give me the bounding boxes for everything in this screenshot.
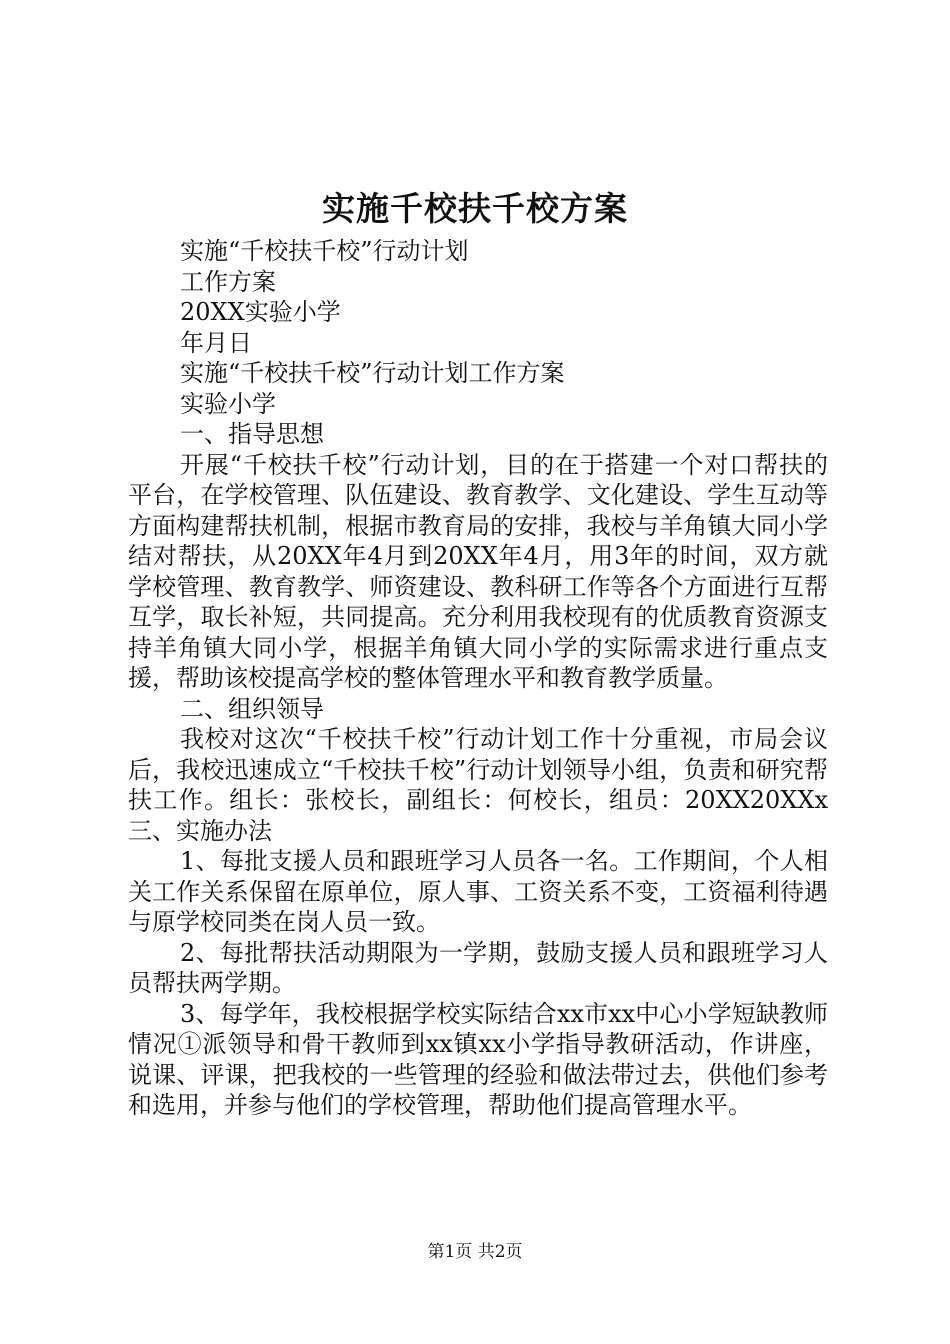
document-title: 实施千校扶千校方案 (322, 189, 628, 228)
page-footer: 第1页 共2页 (427, 1242, 523, 1262)
section-heading-2: 二、组织领导 (180, 694, 324, 723)
document-body (128, 236, 828, 1121)
section-heading-1: 一、指导思想 (180, 420, 324, 448)
header-line: 20XX实验小学 (180, 298, 341, 326)
paragraph-guiding-ideology: 开展“千校扶千校”行动计划，目的在于搭建一个对口帮扶的平台，在学校管理、队伍建设、教育教学、文化建设、学生互动等方面构建帮扶机制，根据市教育局的安排，我校与羊角镇大同小学结对帮扶，从20XX年4月到20XX年4月，用3年的时间，双方就学校管理、教育教学、师资建设、教科研工作等各个方面进行互帮互学，取长补短，共同提高。充分利用我校现有的优质教育资源支持羊角镇大同小学，根据羊角镇大同小学的实际需求进行重点支援，帮助该校提高学校的整体管理水平和教育教学质量。 (128, 450, 828, 692)
paragraph-organization: 我校对这次“千校扶千校”行动计划工作十分重视，市局会议后，我校迅速成立“千校扶千校”行动计划领导小组，负责和研究帮扶工作。组长：张校长，副组长：何校长，组员：20XX20XXx三、实施办法 (128, 725, 828, 845)
header-line: 实验小学 (180, 389, 276, 418)
list-item-1: 1、每批支援人员和跟班学习人员各一名。工作期间，个人相关工作关系保留在原单位，原人事、工资关系不变，工资福利待遇与原学校同类在岗人员一致。 (128, 847, 828, 936)
header-line: 工作方案 (180, 267, 276, 296)
list-item-3: 3、每学年，我校根据学校实际结合xx市xx中心小学短缺教师情况①派领导和骨干教师到xx镇xx小学指导教研活动，作讲座，说课、评课，把我校的一些管理的经验和做法带过去，供他们参考和选用，并参与他们的学校管理，帮助他们提高管理水平。 (128, 999, 828, 1119)
header-line: 年月日 (180, 328, 252, 357)
header-line: 实施“千校扶千校”行动计划 (180, 237, 469, 265)
list-item-2: 2、每批帮扶活动期限为一学期，鼓励支援人员和跟班学习人员帮扶两学期。 (128, 938, 828, 997)
header-line: 实施“千校扶千校”行动计划工作方案 (180, 359, 565, 387)
